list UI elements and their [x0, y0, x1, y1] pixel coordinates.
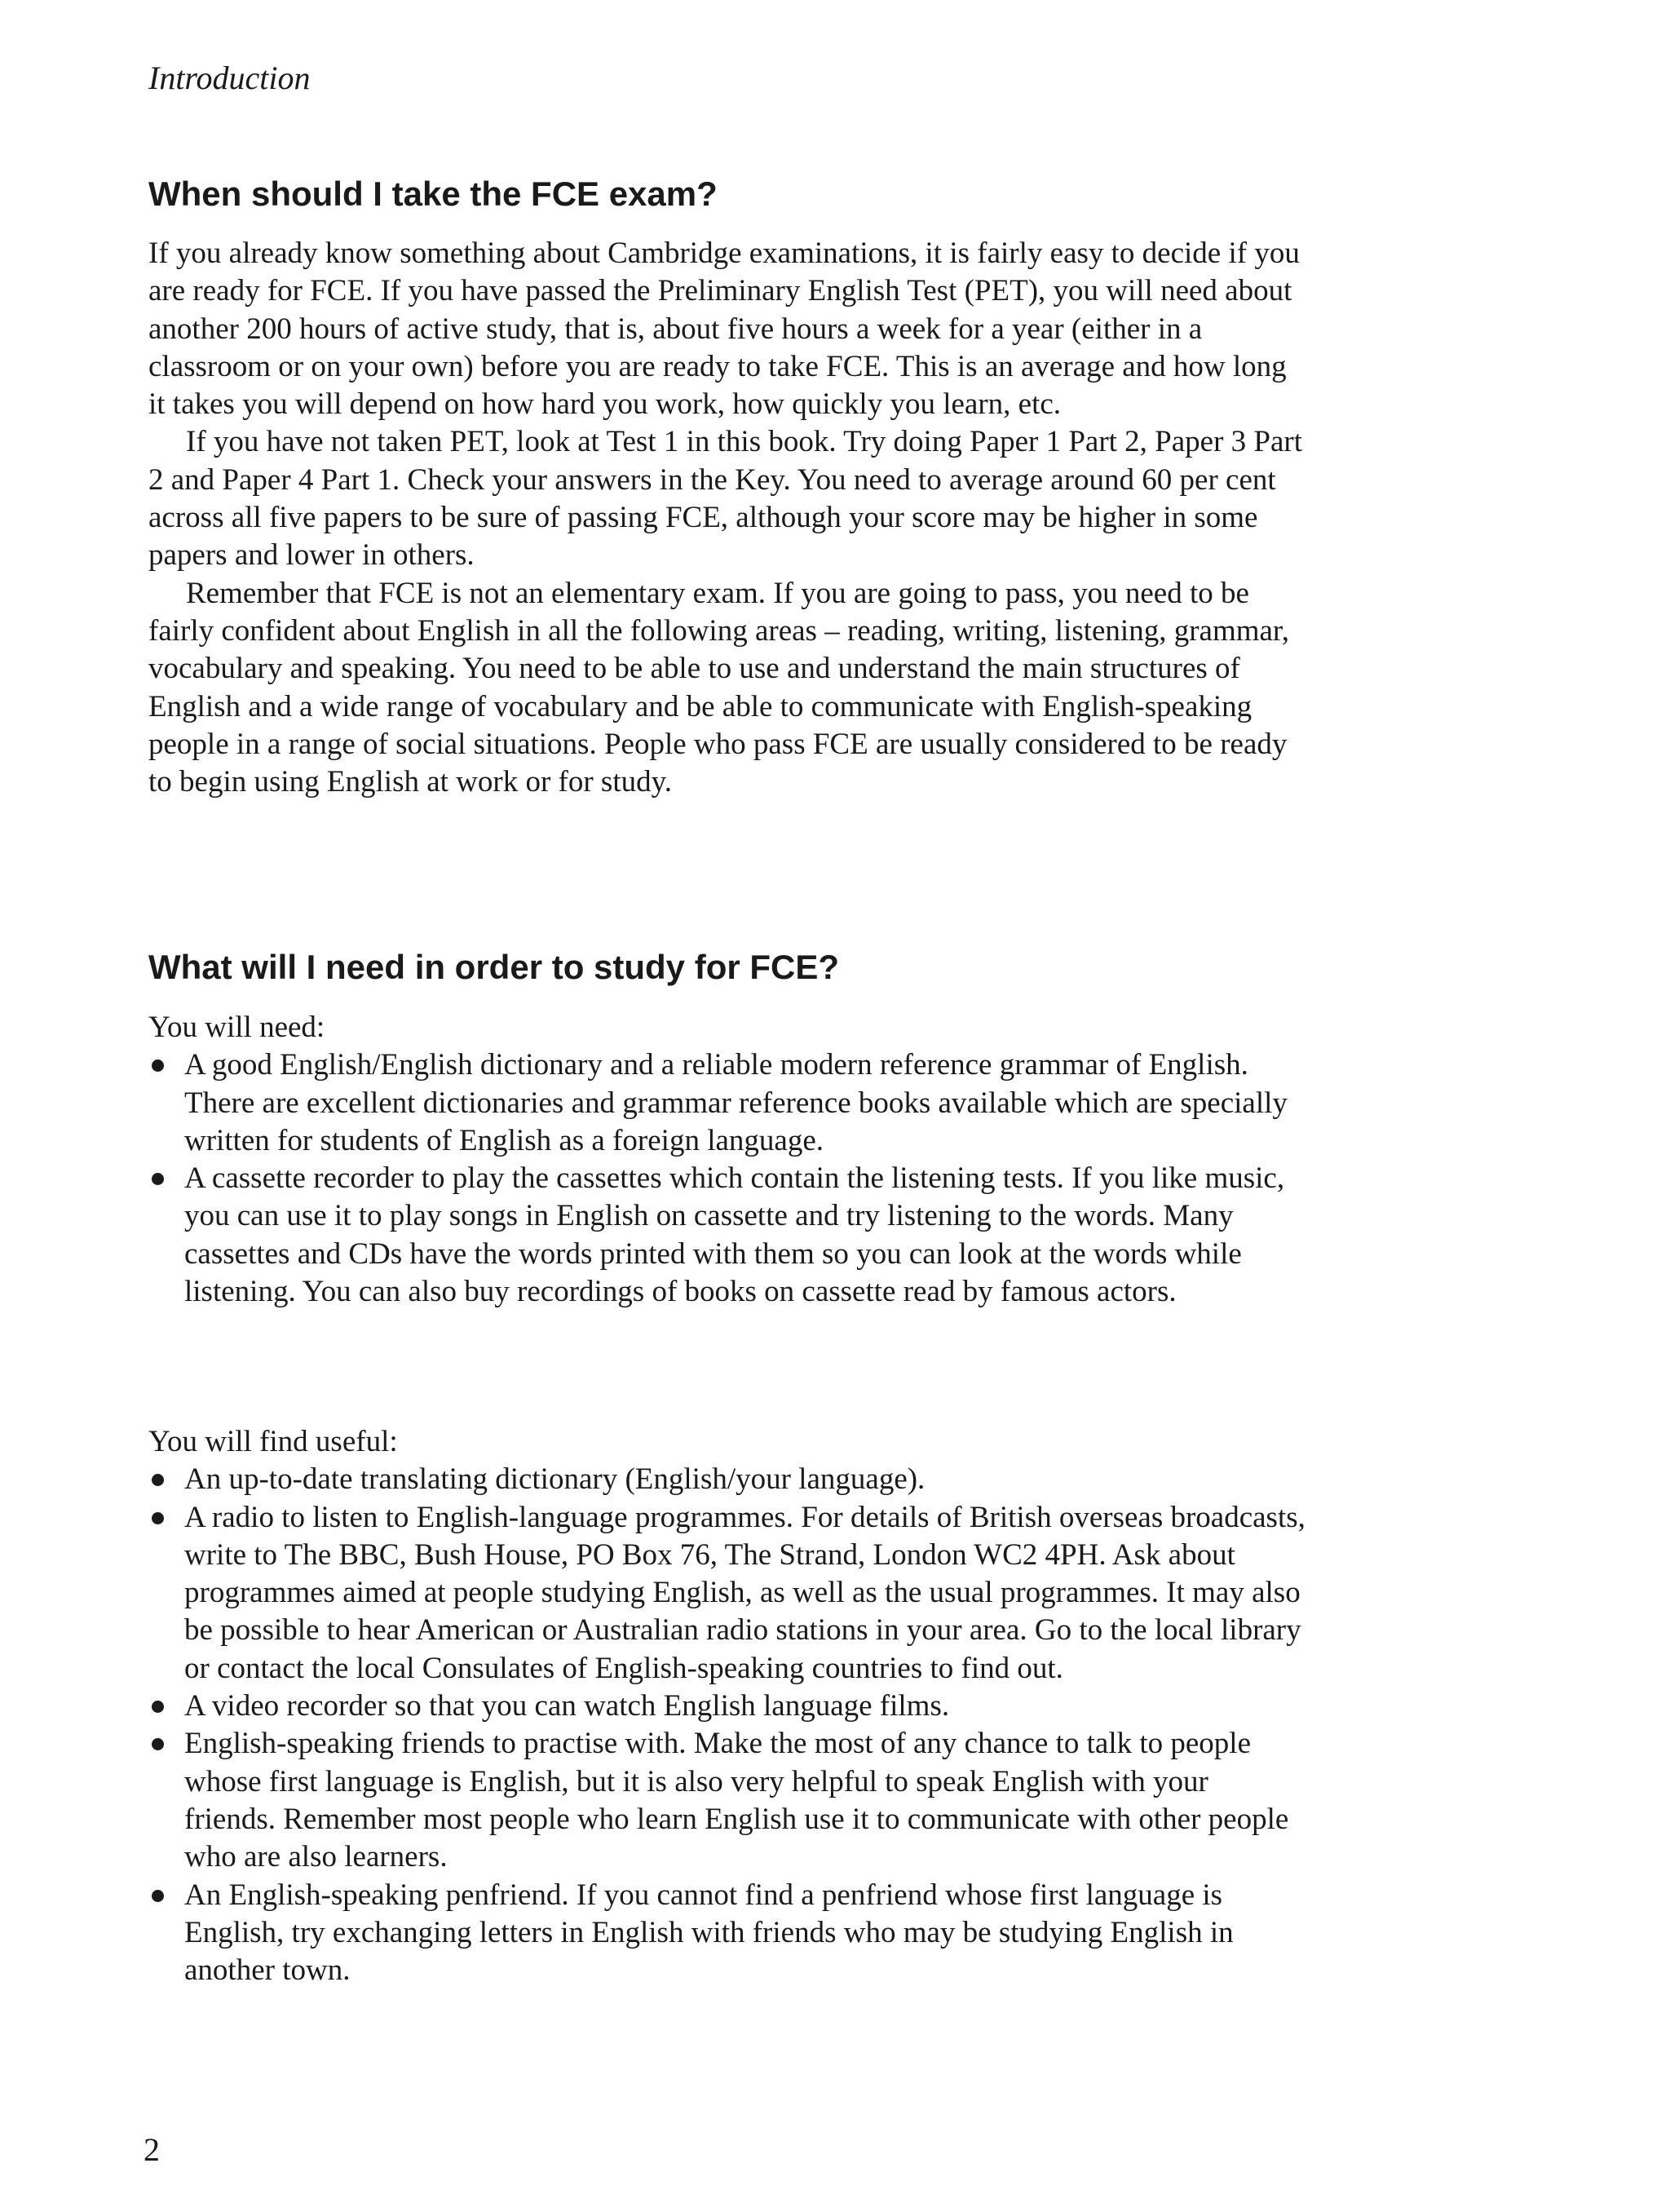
bullet-icon: [152, 1738, 164, 1750]
bullet-icon: [152, 1173, 164, 1185]
you-will-need-block: [148, 1009, 1306, 1311]
section-heading-what-you-need: What will I need in order to study for FCE?: [148, 948, 840, 986]
list-item: [148, 1499, 1306, 1688]
list-item: [148, 1046, 1306, 1160]
bullet-icon: [152, 1474, 164, 1486]
paragraph: If you already know something about Cambridge examinations, it is fairly easy to decide if you are ready for FCE. If you have passed the Preliminary English Test (PET), you will need about another 200 hours of active study, that is, about five hours a week for a year (either in a classroom or on your own) before you are ready to take FCE. This is an average and how long it takes you will depend on how hard you work, how quickly you learn, etc.: [148, 237, 1300, 422]
list-item: [148, 1877, 1306, 1990]
you-will-find-useful-list: [148, 1461, 1306, 1989]
you-will-need-list: [148, 1046, 1306, 1311]
you-will-find-useful-block: [148, 1423, 1306, 1989]
list-item: [148, 1688, 1306, 1725]
list-item: [148, 1461, 1306, 1498]
list-item-text: A cassette recorder to play the cassettes which contain the listening tests. If you like music, you can use it to play songs in English on cassette and try listening to the words. Many cassettes and CDs have the words printed with them so you can look at the words while listening. You can also buy recordings of books on cassette read by famous actors.: [184, 1161, 1285, 1309]
list-item-text: An up-to-date translating dictionary (English/your language).: [184, 1462, 926, 1497]
paragraph: If you have not taken PET, look at Test 1 in this book. Try doing Paper 1 Part 2, Paper 3 Part 2 and Paper 4 Part 1. Check your answers in the Key. You need to average around 60 per cent across all five papers to be sure of passing FCE, although your score may be higher in some papers and lower in others.: [148, 425, 1303, 573]
bullet-icon: [152, 1512, 164, 1524]
list-item: [148, 1160, 1306, 1311]
page-number: 2: [144, 2131, 160, 2168]
section-heading-when-to-take: When should I take the FCE exam?: [148, 175, 718, 213]
list-item-text: A good English/English dictionary and a reliable modern reference grammar of English. There are excellent dictionaries and grammar reference books available which are specially written for students of English as a foreign language.: [184, 1048, 1288, 1157]
list-item: [148, 1725, 1306, 1876]
list-item-text: An English-speaking penfriend. If you cannot find a penfriend whose first language is English, try exchanging letters in English with friends who may be studying English in another town.: [184, 1878, 1234, 1988]
you-will-find-useful-label: You will find useful:: [148, 1425, 398, 1458]
bullet-icon: [152, 1701, 164, 1713]
bullet-icon: [152, 1060, 164, 1072]
you-will-need-label: You will need:: [148, 1011, 325, 1044]
list-item-text: English-speaking friends to practise with. Make the most of any chance to talk to people whose first language is English, but it is also very helpful to speak English with your friends. Remember most people who learn English use it to communicate with other people who are also learners.: [184, 1727, 1289, 1874]
paragraph: Remember that FCE is not an elementary exam. If you are going to pass, you need to be fairly confident about English in all the following areas – reading, writing, listening, grammar, vocabulary and speaking. You need to be able to use and understand the main structures of English and a wide range of vocabulary and be able to communicate with English-speaking people in a range of social situations. People who pass FCE are usually considered to be ready to begin using English at work or for study.: [148, 576, 1290, 799]
bullet-icon: [152, 1890, 164, 1902]
list-item-text: A radio to listen to English-language programmes. For details of British overseas broadcasts, write to The BBC, Bush House, PO Box 76, The Strand, London WC2 4PH. Ask about programmes aimed at people studying English, as well as the usual programmes. It may also be possible to hear American or Australian radio stations in your area. Go to the local library or contact the local Consulates of English-speaking countries to find out.: [184, 1500, 1306, 1685]
running-head: Introduction: [148, 60, 311, 96]
list-item-text: A video recorder so that you can watch English language films.: [184, 1689, 950, 1723]
section-body-when-to-take: [148, 235, 1306, 801]
